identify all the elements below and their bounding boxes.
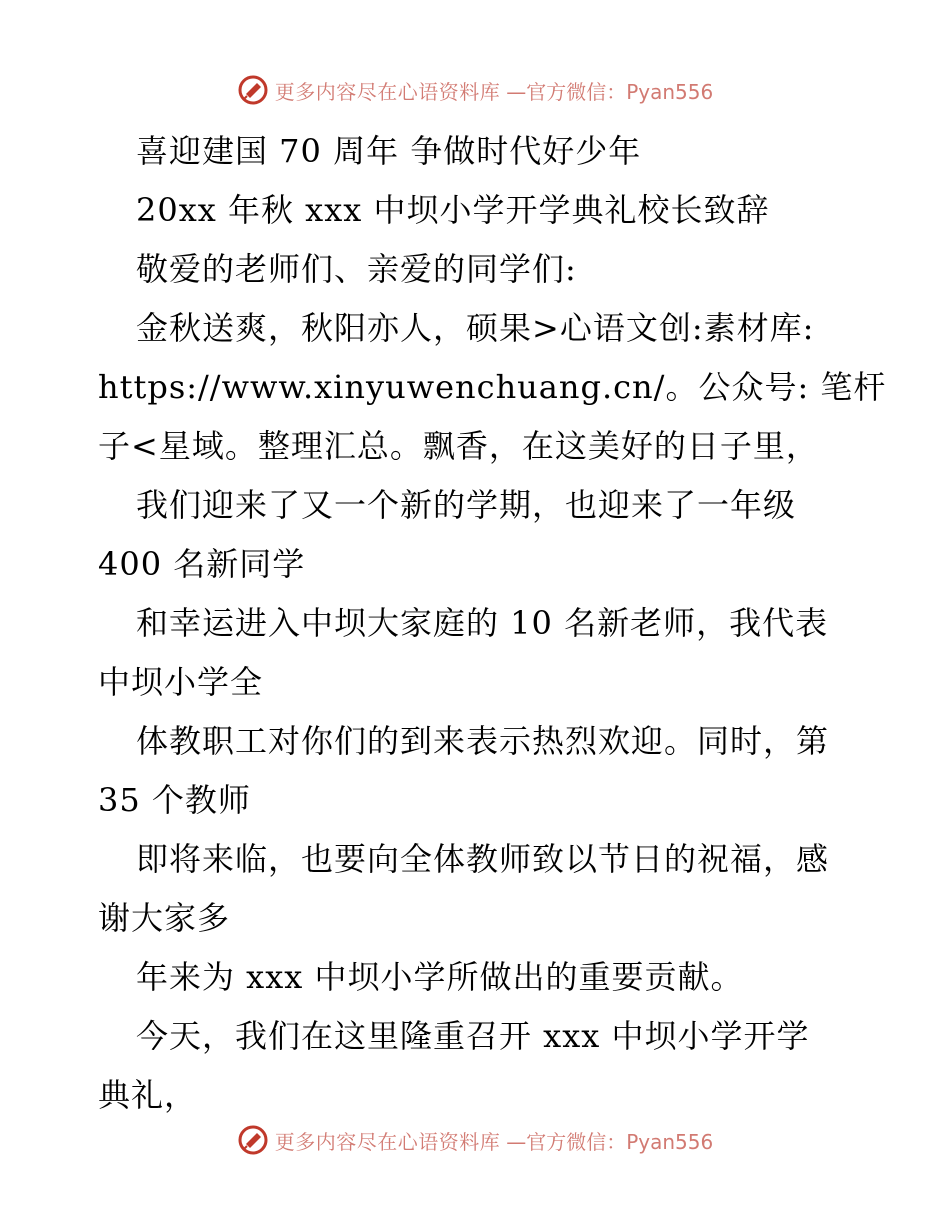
footer-banner [0, 1120, 950, 1160]
doc-line: 体教职工对你们的到来表示热烈欢迎。同时，第 [136, 722, 830, 760]
logo-icon [237, 1124, 269, 1156]
footer-banner-wechat: —官方微信：Pyan556 [506, 1129, 714, 1154]
doc-line: 金秋送爽，秋阳亦人，硕果>心语文创:素材库: [136, 309, 815, 347]
doc-line: 35 个教师 [98, 781, 251, 819]
doc-title: 喜迎建国 70 周年 争做时代好少年 [136, 132, 642, 170]
doc-line: 我们迎来了又一个新的学期，也迎来了一年级 [136, 486, 797, 524]
footer-banner-text: 更多内容尽在心语资料库 [274, 1129, 501, 1154]
doc-greeting: 敬爱的老师们、亲爱的同学们: [136, 250, 577, 288]
logo-icon [237, 74, 269, 106]
doc-line: 和幸运进入中坝大家庭的 10 名新老师，我代表 [136, 604, 829, 642]
document-body [98, 122, 887, 1125]
header-banner-text: 更多内容尽在心语资料库 [274, 79, 501, 104]
doc-line: 谢大家多 [98, 899, 231, 937]
doc-line: 400 名新同学 [98, 545, 306, 583]
doc-line: 年来为 xxx 中坝小学所做出的重要贡献。 [136, 958, 744, 996]
doc-line: https://www.xinyuwenchuang.cn/。公众号: 笔杆 [98, 368, 887, 406]
header-banner-wechat: —官方微信：Pyan556 [506, 79, 714, 104]
doc-line: 中坝小学全 [98, 663, 264, 701]
doc-line: 即将来临，也要向全体教师致以节日的祝福，感 [136, 840, 830, 878]
doc-line: 子<星域。整理汇总。飘香，在这美好的日子里， [98, 427, 819, 465]
doc-line: 今天，我们在这里隆重召开 xxx 中坝小学开学 [136, 1017, 810, 1055]
header-banner [0, 70, 950, 110]
doc-line: 典礼， [98, 1076, 198, 1114]
doc-subtitle: 20xx 年秋 xxx 中坝小学开学典礼校长致辞 [136, 191, 770, 229]
